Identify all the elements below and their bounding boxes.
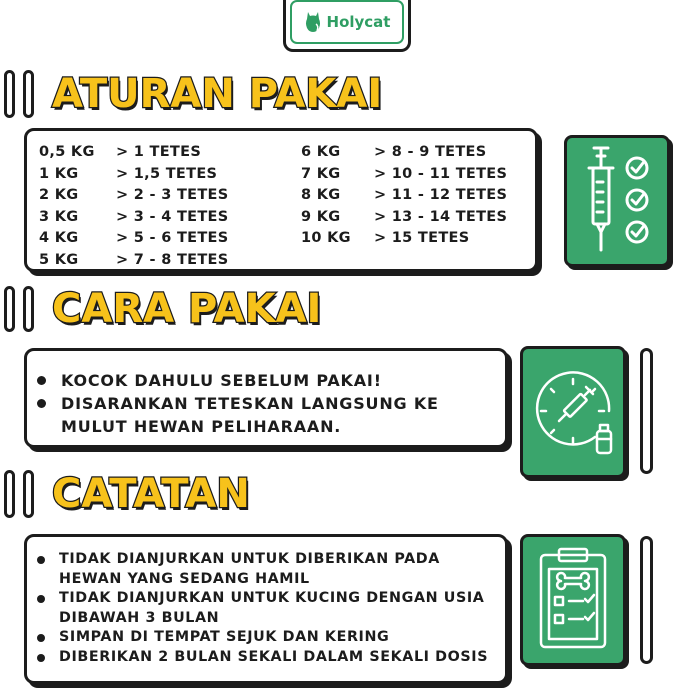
dose-drops: > 5 - 6 TETES <box>116 230 229 246</box>
dose-weight: 10 KG <box>301 230 351 246</box>
dose-weight: 0,5 KG <box>39 144 95 160</box>
section-title-cara: CARA PAKAI <box>52 286 322 332</box>
decor-pill-catatan <box>640 536 653 664</box>
dose-row <box>301 228 531 250</box>
dose-drops: > 13 - 14 TETES <box>374 208 508 225</box>
dose-row <box>39 228 299 250</box>
dose-weight: 4 KG <box>39 230 79 246</box>
dose-drops: > 8 - 9 TETES <box>374 144 487 160</box>
heading-pill-left <box>4 286 15 332</box>
dose-drops: > 15 TETES <box>374 230 470 246</box>
dose-row <box>39 142 299 164</box>
dose-weight: 1 KG <box>39 165 79 182</box>
dose-row <box>39 207 299 229</box>
notes-list <box>59 550 499 667</box>
cat-icon <box>304 10 322 34</box>
brand-name: Holycat <box>326 13 391 31</box>
list-item: KOCOK DAHULU SEBELUM PAKAI! <box>61 369 491 392</box>
dosage-column-left <box>39 142 299 271</box>
dosage-box <box>24 128 538 272</box>
syringe-checklist-card <box>564 135 670 267</box>
dose-row <box>39 164 299 186</box>
dose-drops: > 10 - 11 TETES <box>374 165 508 182</box>
brand-logo <box>283 0 411 52</box>
list-item: SIMPAN DI TEMPAT SEJUK DAN KERING <box>59 628 499 648</box>
dosage-column-right <box>301 142 531 250</box>
section-title-catatan: CATATAN <box>52 471 250 517</box>
dose-drops: > 1 TETES <box>116 144 202 160</box>
usage-list <box>61 369 491 438</box>
heading-pill-left <box>4 70 15 118</box>
clock-syringe-icon <box>523 349 623 475</box>
dose-weight: 6 KG <box>301 144 341 160</box>
dose-weight: 2 KG <box>39 187 79 203</box>
dose-drops: > 11 - 12 TETES <box>374 187 508 203</box>
clipboard-bone-icon <box>523 537 623 663</box>
dose-row <box>301 164 531 186</box>
dose-drops: > 2 - 3 TETES <box>116 187 229 203</box>
usage-box <box>24 348 508 448</box>
dose-drops: > 3 - 4 TETES <box>116 208 229 225</box>
heading-pill-right <box>23 470 34 518</box>
dose-row <box>39 250 299 272</box>
dose-weight: 8 KG <box>301 187 341 203</box>
clock-syringe-card <box>520 346 626 478</box>
list-item: TIDAK DIANJURKAN UNTUK KUCING DENGAN USIA DIBAWAH 3 BULAN <box>59 589 499 628</box>
list-item: TIDAK DIANJURKAN UNTUK DIBERIKAN PADA HEWAN YANG SEDANG HAMIL <box>59 550 499 589</box>
brand-logo-frame <box>290 0 404 44</box>
section-title-aturan: ATURAN PAKAI <box>52 71 383 117</box>
dose-row <box>301 185 531 207</box>
dose-row <box>301 207 531 229</box>
heading-pill-right <box>23 70 34 118</box>
dose-drops: > 7 - 8 TETES <box>116 251 229 268</box>
list-item: DIBERIKAN 2 BULAN SEKALI DALAM SEKALI DOSIS <box>59 648 499 668</box>
notes-box <box>24 534 508 684</box>
dose-row <box>39 185 299 207</box>
dose-weight: 5 KG <box>39 251 79 268</box>
dose-drops: > 1,5 TETES <box>116 165 218 182</box>
heading-pill-left <box>4 470 15 518</box>
syringe-checklist-icon <box>567 138 667 264</box>
decor-pill-cara <box>640 348 653 474</box>
dose-weight: 9 KG <box>301 208 341 225</box>
clipboard-card <box>520 534 626 666</box>
list-item: DISARANKAN TETESKAN LANGSUNG KE MULUT HEWAN PELIHARAAN. <box>61 392 491 438</box>
heading-pill-right <box>23 286 34 332</box>
dose-weight: 7 KG <box>301 165 341 182</box>
dose-row <box>301 142 531 164</box>
dose-weight: 3 KG <box>39 208 79 225</box>
